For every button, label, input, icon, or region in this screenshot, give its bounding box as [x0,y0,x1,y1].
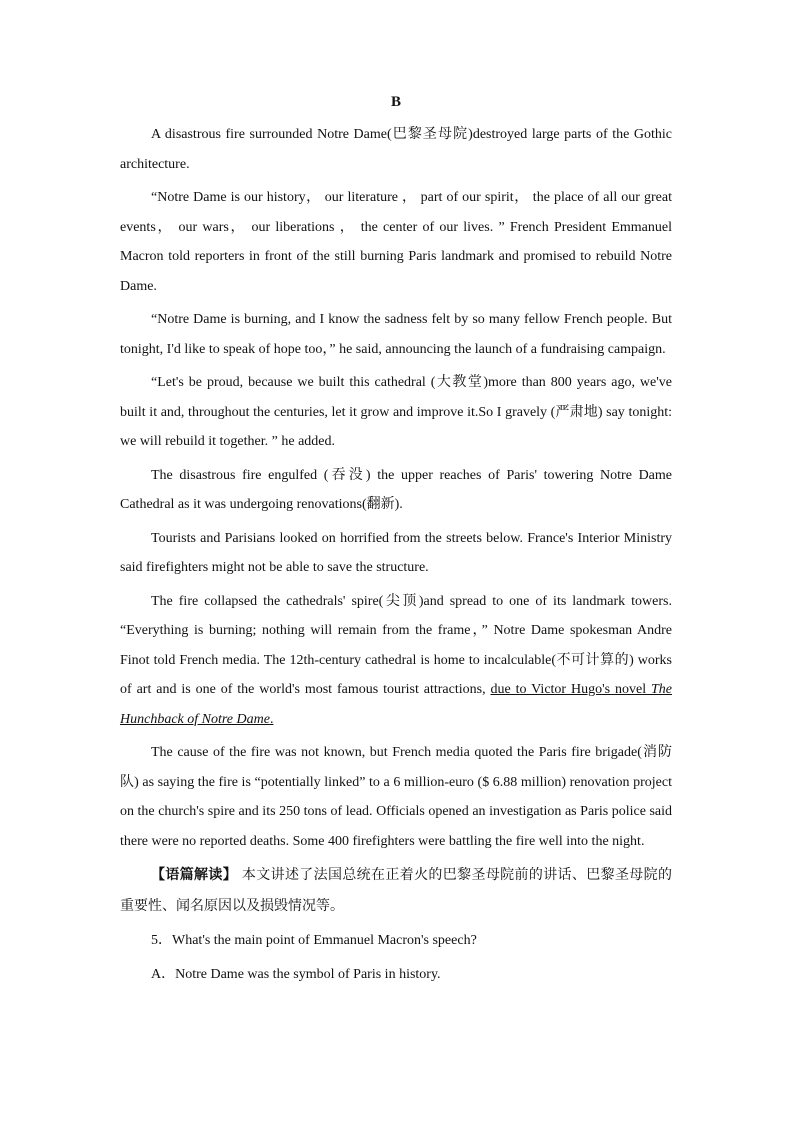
underline-end: . [269,711,274,727]
paragraph-2: “Notre Dame is our history， our literature ， part of our spirit， the place of all our great events， our wars， our liberations ， the center of our lives. ” French President Emmanuel Macron told reporters in front of the still burning Paris landmark and promised to rebuild Notre Dame. [120,190,672,294]
analysis-label: 【语篇解读】 [151,867,238,883]
passage [120,94,672,993]
paragraph-6: Tourists and Parisians looked on horrified from the streets below. France's Interior Ministry said firefighters might not be able to save the structure. [120,530,672,575]
option-a: A．Notre Dame was the symbol of Paris in history. [151,966,441,982]
paragraph-8: The cause of the fire was not known, but French media quoted the Paris fire brigade(消防队) as saying the fire is “potentially linked” to a 6 million-euro ($ 6.88 million) renovation project on the church's spire and its 250 tons of lead. Officials opened an investigation as Paris police said there were no reported deaths. Some 400 firefighters were battling the fire well into the night. [120,745,672,849]
analysis-text: 本文讲述了法国总统在正着火的巴黎圣母院前的讲话、巴黎圣母院的重要性、闻名原因以及损毁情况等。 [120,867,672,914]
paragraph-4: “Let's be proud, because we built this cathedral (大教堂)more than 800 years ago, we've built it and, throughout the centuries, let it grow and improve it.So I gravely (严肃地) say tonight: we will rebuild it together. ” he added. [120,375,672,449]
paragraph-1: A disastrous fire surrounded Notre Dame(巴黎圣母院)destroyed large parts of the Gothic architecture. [120,127,672,172]
underline-start: due to Victor Hugo's novel [490,682,651,697]
paragraph-7 [120,587,672,735]
paragraph-3: “Notre Dame is burning, and I know the sadness felt by so many fellow French people. But tonight, I'd like to speak of hope too，” he said, announcing the launch of a fundraising campaign. [120,312,672,357]
paragraph-5: The disastrous fire engulfed (吞没) the upper reaches of Paris' towering Notre Dame Cathedral as it was undergoing renovations(翻新). [120,467,672,512]
paragraph-7-text: The fire collapsed the cathedrals' spire(尖顶)and spread to one of its landmark towers. “Everything is burning; nothing will remain from the frame，” Notre Dame spokesman Andre Finot told French media. The 12th-century cathedral is home to incalculable(不可计算的) works of art and is one of the world's most famous tourist attractions, [120,593,672,697]
question-stem: 5．What's the main point of Emmanuel Macron's speech? [151,933,477,948]
passage-title: B [390,94,401,110]
discourse-analysis [120,860,672,922]
novel-title: The Hunchback of Notre Dame [120,682,672,727]
